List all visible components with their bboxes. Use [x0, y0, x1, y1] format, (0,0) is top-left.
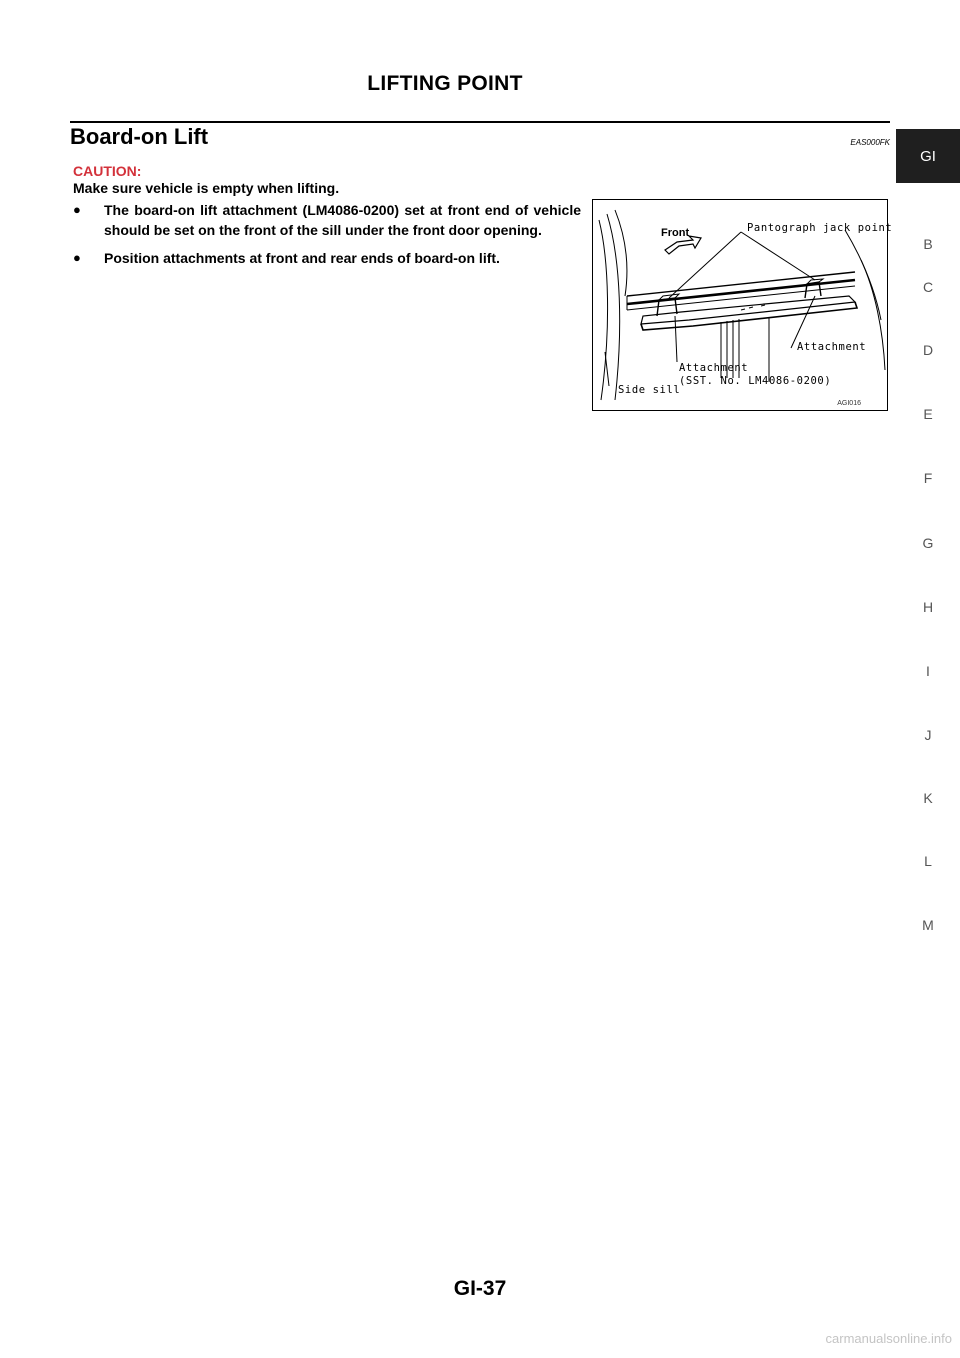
- side-tab-j[interactable]: J: [924, 727, 932, 743]
- watermark: carmanualsonline.info: [825, 1331, 952, 1346]
- figure-label-sst: (SST. No. LM4086-0200): [679, 375, 832, 387]
- side-tab-h[interactable]: H: [922, 599, 934, 615]
- page-number: GI-37: [453, 1277, 507, 1300]
- side-tab-f[interactable]: F: [923, 470, 933, 486]
- list-item: [73, 248, 581, 268]
- section-title: Board-on Lift: [70, 124, 209, 149]
- side-tab-l[interactable]: L: [924, 853, 932, 869]
- side-tab-g[interactable]: G: [922, 535, 934, 551]
- side-tab-gi[interactable]: GI: [896, 129, 960, 183]
- side-tab-m[interactable]: M: [922, 917, 934, 933]
- figure-label-pantograph: Pantograph jack point: [747, 222, 893, 234]
- figure-label-side-sill: Side sill: [618, 384, 681, 396]
- page-header-title: LIFTING POINT: [367, 72, 523, 95]
- bullet-icon: ●: [73, 250, 81, 265]
- side-tab-b[interactable]: B: [923, 236, 933, 252]
- caution-text: Make sure vehicle is empty when lifting.: [73, 180, 340, 196]
- list-item-text: The board-on lift attachment (LM4086-0200) set at front end of vehicle should be set on the front of the sill under the front door opening.: [104, 202, 581, 238]
- figure-label-front: Front: [661, 227, 690, 239]
- lift-attachment-figure: [592, 199, 893, 411]
- figure-label-attachment-right: Attachment: [797, 341, 867, 353]
- header-divider: [70, 121, 890, 123]
- bullet-icon: ●: [73, 202, 81, 217]
- instruction-list: [73, 200, 581, 276]
- side-tab-e[interactable]: E: [923, 406, 933, 422]
- side-tab-d[interactable]: D: [922, 342, 934, 358]
- caution-label: CAUTION:: [73, 163, 142, 179]
- figure-label-attachment-left: Attachment: [679, 362, 749, 374]
- list-item-text: Position attachments at front and rear ends of board-on lift.: [104, 250, 500, 266]
- side-tab-i[interactable]: I: [926, 663, 930, 679]
- list-item: [73, 200, 581, 240]
- side-tab-c[interactable]: C: [922, 279, 934, 295]
- side-tab-k[interactable]: K: [923, 790, 933, 806]
- section-code: EAS000FK: [850, 138, 890, 147]
- figure-code: AGI016: [837, 400, 861, 407]
